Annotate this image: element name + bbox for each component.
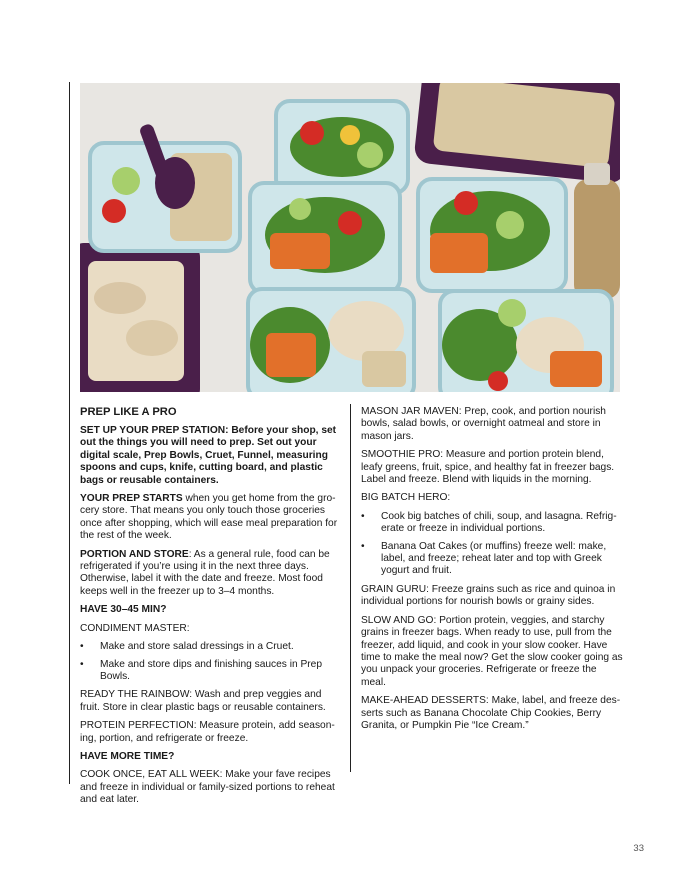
prep-starts-body: when you get home from the grocery store. That means you only touch those groceries once after shopping, which will ease meal preparation for the rest of the week. [80, 493, 338, 542]
portion-paragraph [80, 549, 342, 599]
section-title: PREP LIKE A PRO [80, 406, 177, 418]
left-column [80, 406, 342, 813]
prep-starts-lead: YOUR PREP STARTS [80, 493, 183, 505]
condiment-master-label: CONDIMENT MASTER: [80, 622, 190, 634]
right-column [361, 406, 623, 738]
protein-paragraph: PROTEIN PERFECTION: Measure protein, add seasoning, portion, and refrigerate or freeze. [80, 720, 335, 744]
rainbow-paragraph: READY THE RAINBOW: Wash and prep veggies and fruit. Store in clear plastic bags or reusable containers. [80, 689, 326, 713]
list-item: • Cook big batches of chili, soup, and lasagna. Refrigerate or freeze in individual portions. [361, 510, 617, 535]
condiment-list [80, 641, 342, 683]
meal-prep-photo [80, 83, 620, 392]
big-batch-list [361, 511, 623, 578]
cook-once-paragraph: COOK ONCE, EAT ALL WEEK: Make your fave recipes and freeze in individual or family-sized portions to reheat and eat later. [80, 769, 335, 806]
prep-station-paragraph: SET UP YOUR PREP STATION: Before your shop, set out the things you will need to prep. Set out your digital scale, Prep Bowls, Cruet, Funnel, measuring spoons and cups, knife, cutting board, and plastic bags or reusable containers. [80, 425, 337, 486]
list-item: • Make and store salad dressings in a Cruet. [80, 641, 294, 653]
left-margin-rule [69, 82, 70, 784]
meal-prep-photo-icon [80, 83, 620, 392]
bullet-icon: • [80, 658, 84, 670]
bullet-icon: • [361, 540, 365, 552]
portion-body: : As a general rule, food can be refrigerated if you’re using it in the next three days. Otherwise, label it with the date and freeze. Most food keeps well in the freezer up to 3–4 months. [80, 548, 330, 597]
bullet-icon: • [361, 510, 365, 522]
smoothie-paragraph: SMOOTHIE PRO: Measure and portion protein blend, leafy greens, fruit, spice, and healthy fat in freezer bags. Label and freeze. Blend with liquids in the morning. [361, 449, 615, 486]
have-30-heading: HAVE 30–45 MIN? [80, 604, 167, 616]
list-item: • Make and store dips and finishing sauces in Prep Bowls. [80, 658, 322, 682]
grain-guru-paragraph: GRAIN GURU: Freeze grains such as rice and quinoa in individual portions for nourish bowls or grainy sides. [361, 583, 616, 608]
page-number: 33 [633, 843, 644, 854]
list-item: • Banana Oat Cakes (or muffins) freeze well: make, label, and freeze; reheat later and top with Greek yogurt and fruit. [361, 540, 607, 577]
column-divider [350, 404, 351, 772]
have-more-heading: HAVE MORE TIME? [80, 750, 175, 762]
prep-starts-paragraph [80, 493, 342, 543]
desserts-paragraph: MAKE-AHEAD DESSERTS: Make, label, and freeze desserts such as Banana Chocolate Chip Cookies, Berry Granita, or Pumpkin Pie “Ice Cream.” [361, 695, 621, 731]
portion-lead: PORTION AND STORE [80, 548, 189, 560]
big-batch-label: BIG BATCH HERO: [361, 492, 451, 504]
slow-and-go-paragraph: SLOW AND GO: Portion protein, veggies, and starchy grains in freezer bags. When ready to use, pull from the freezer, add liquid, and cook in your slow cooker. Have time to make the meal now? Get the slow cooker going as you unpack your groceries. Refrigerate or freeze the meal. [361, 614, 623, 688]
mason-jar-paragraph: MASON JAR MAVEN: Prep, cook, and portion nourish bowls, salad bowls, or overnight oatmeal and store in mason jars. [361, 406, 606, 442]
bullet-icon: • [80, 641, 84, 653]
